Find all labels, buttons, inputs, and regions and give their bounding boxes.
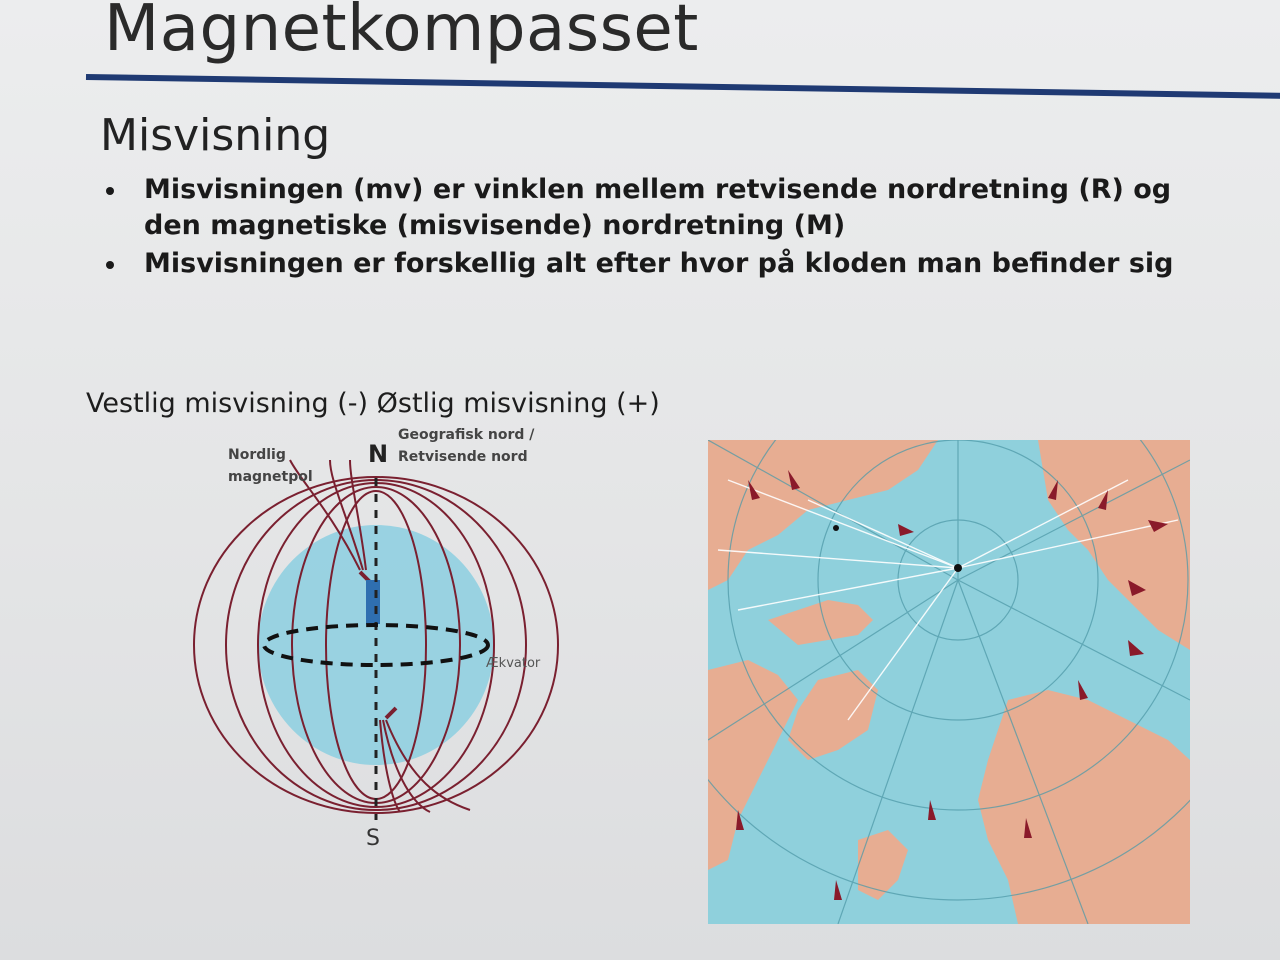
slide-subtitle: Misvisning: [100, 110, 331, 161]
bullet-item: [100, 172, 1180, 244]
pole-point-icon: [954, 564, 962, 572]
bullet-item: [100, 246, 1180, 282]
equator-label: Ækvator: [486, 656, 541, 671]
magnet-bar-icon: [366, 580, 380, 624]
declination-map: [708, 440, 1190, 924]
bullet-dot-icon: [106, 261, 114, 269]
north-label: N: [368, 440, 389, 468]
magnetic-pole-point-icon: [833, 525, 839, 531]
bullet-text: Misvisningen er forskellig alt efter hvor på kloden man befinder sig: [144, 248, 1174, 279]
geographic-north-label-line1: Geografisk nord /: [398, 427, 535, 443]
map-image: [708, 440, 1190, 924]
bullet-dot-icon: [106, 187, 114, 195]
geographic-north-label: [398, 424, 534, 468]
figure-caption: Vestlig misvisning (-) Østlig misvisning (+): [86, 388, 660, 419]
geographic-north-label-line2: Retvisende nord: [398, 449, 528, 465]
slide-title: Magnetkompasset: [104, 0, 699, 66]
magnetic-pole-label: [228, 444, 313, 488]
bullet-list: [100, 172, 1180, 282]
magnetic-pole-label-line2: magnetpol: [228, 469, 313, 485]
south-label: S: [366, 826, 380, 851]
magnetic-pole-label-line1: Nordlig: [228, 447, 286, 463]
bullet-text: Misvisningen (mv) er vinklen mellem retvisende nordretning (R) og den magnetiske (misvisende) nordretning (M): [144, 174, 1172, 241]
title-underline: [86, 74, 1280, 99]
